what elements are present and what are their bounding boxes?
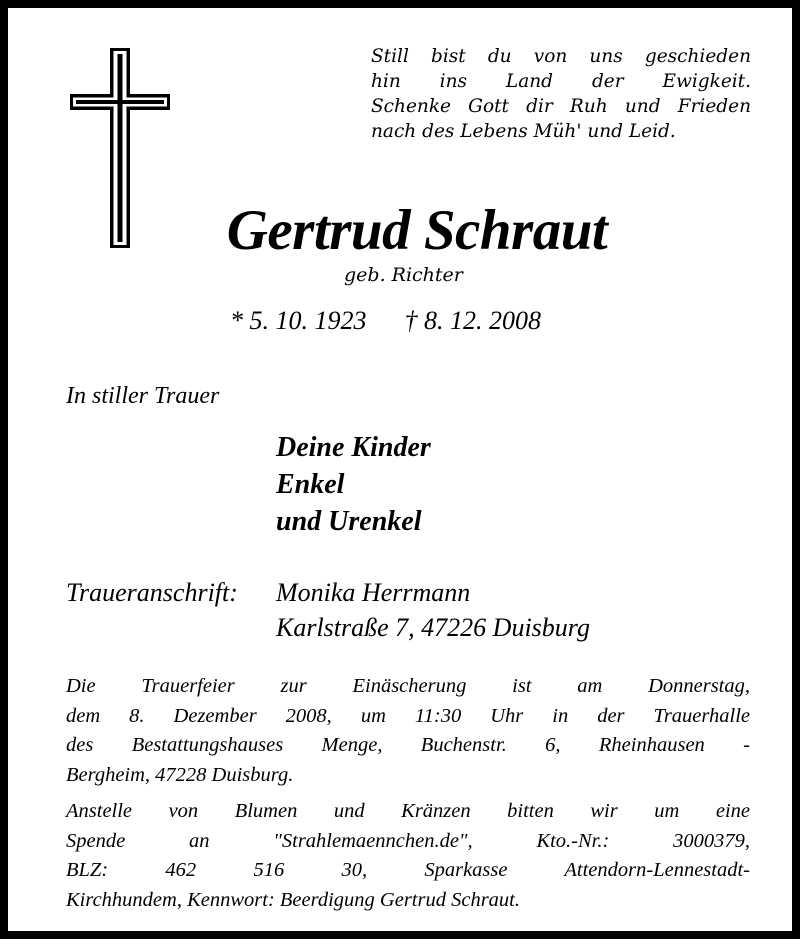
memorial-verse — [371, 44, 751, 144]
ceremony-line: dem 8. Dezember 2008, um 11:30 Uhr in der Trauerhalle — [66, 704, 750, 727]
verse-line: Schenke Gott dir Ruh und Frieden — [371, 96, 751, 117]
mourning-intro: In stiller Trauer — [66, 383, 220, 409]
deceased-name: Gertrud Schraut — [226, 199, 608, 262]
mourning-address — [66, 575, 590, 645]
mourners-list — [276, 429, 431, 540]
address-street-city: Karlstraße 7, 47226 Duisburg — [276, 613, 590, 642]
birth-date: * 5. 10. 1923 — [230, 306, 367, 335]
ceremony-paragraph — [66, 672, 750, 790]
life-dates — [230, 304, 541, 338]
donation-line: Anstelle von Blumen und Kränzen bitten wir um eine — [66, 800, 750, 822]
ceremony-line: Bergheim, 47228 Duisburg. — [66, 763, 294, 786]
donation-line: Spende an "Strahlemaennchen.de", Kto.-Nr.: 3000379, — [66, 829, 750, 852]
verse-line: Still bist du von uns geschieden — [371, 46, 751, 67]
maiden-name — [344, 263, 463, 287]
address-label: Traueranschrift: — [66, 578, 238, 607]
maiden-name-text: geb. Richter — [344, 264, 463, 286]
ceremony-line: Die Trauerfeier zur Einäscherung ist am Donnerstag, — [66, 675, 750, 697]
verse-line: hin ins Land der Ewigkeit. — [371, 71, 751, 92]
death-date: † 8. 12. 2008 — [404, 306, 541, 335]
address-name: Monika Herrmann — [276, 578, 471, 607]
mourner-line: und Urenkel — [276, 506, 422, 537]
donation-paragraph — [66, 797, 750, 915]
donation-line: BLZ: 462 516 30, Sparkasse Attendorn-Lennestadt- — [66, 859, 750, 881]
verse-line: nach des Lebens Müh' und Leid. — [371, 121, 676, 142]
ceremony-line: des Bestattungshauses Menge, Buchenstr. 6, Rheinhausen - — [66, 734, 750, 756]
donation-line: Kirchhundem, Kennwort: Beerdigung Gertrud Schraut. — [66, 888, 520, 911]
mourner-line: Enkel — [276, 469, 345, 500]
mourner-line: Deine Kinder — [276, 432, 431, 463]
